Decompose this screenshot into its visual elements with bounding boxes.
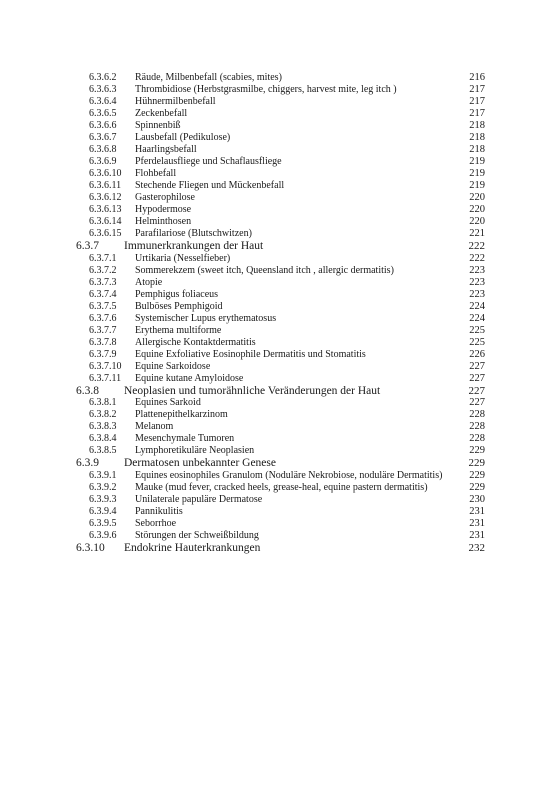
toc-entry: [0, 180, 560, 192]
toc-entry: [0, 228, 560, 240]
toc-entry-title: Urtikaria (Nesselfieber): [135, 252, 231, 264]
toc-entry-title: Lymphoretikuläre Neoplasien: [135, 445, 255, 457]
toc-entry-page: 221: [469, 228, 485, 239]
toc-entry-number: 6.3.7.9: [89, 348, 117, 360]
toc-entry-page: 225: [469, 336, 485, 348]
table-of-contents: [0, 72, 560, 554]
toc-entry-title: Lausbefall (Pedikulose): [135, 132, 231, 143]
toc-entry-page: 216: [469, 72, 485, 83]
toc-entry-page: 223: [469, 264, 485, 276]
toc-entry: [0, 277, 560, 289]
toc-entry-page: 231: [469, 517, 485, 529]
toc-entry: [0, 192, 560, 204]
toc-entry-title: Neoplasien und tumorähnliche Veränderungen der Haut: [124, 384, 381, 397]
toc-entry: [0, 385, 560, 398]
toc-entry-page: 229: [469, 481, 485, 493]
toc-entry-number: 6.3.6.13: [89, 204, 122, 215]
toc-entry-page: 227: [469, 397, 485, 409]
toc-entry-page: 224: [469, 300, 485, 312]
toc-entry-number: 6.3.6.6: [89, 120, 117, 131]
toc-entry-page: 228: [469, 433, 485, 445]
toc-entry-title: Zeckenbefall: [135, 108, 188, 119]
toc-entry-number: 6.3.6.3: [89, 84, 117, 95]
toc-entry-number: 6.3.9.4: [89, 505, 117, 517]
toc-entry-page: 228: [469, 421, 485, 433]
toc-entry-title: Endokrine Hauterkrankungen: [124, 541, 261, 554]
toc-entry-number: 6.3.9.1: [89, 469, 117, 481]
toc-entry: [0, 240, 560, 253]
toc-entry-page: 231: [469, 529, 485, 541]
toc-entry-page: 220: [469, 204, 485, 215]
toc-entry-title: Flohbefall: [135, 168, 177, 179]
toc-entry-number: 6.3.6.12: [89, 192, 122, 203]
toc-entry-title: Räude, Milbenbefall (scabies, mites): [135, 72, 282, 83]
toc-entry-number: 6.3.9.6: [89, 529, 117, 541]
toc-entry-title: Equine kutane Amyloidose: [135, 372, 244, 384]
toc-entry-number: 6.3.7.6: [89, 312, 117, 324]
toc-entry: [0, 421, 560, 433]
toc-entry-page: 217: [469, 96, 485, 107]
toc-entry-page: 229: [469, 445, 485, 457]
toc-entry-number: 6.3.8.5: [89, 445, 117, 457]
toc-entry-title: Hühnermilbenbefall: [135, 96, 216, 107]
toc-entry-number: 6.3.7.3: [89, 276, 117, 288]
toc-entry-page: 224: [469, 312, 485, 324]
toc-entry-title: Plattenepithelkarzinom: [135, 409, 228, 421]
toc-entry-title: Bulböses Pemphigoid: [135, 300, 223, 312]
toc-entry-number: 6.3.7.11: [89, 372, 122, 384]
toc-entry-page: 232: [468, 541, 485, 554]
toc-entry-title: Immunerkrankungen der Haut: [124, 240, 264, 252]
toc-entry: [0, 325, 560, 337]
toc-entry: [0, 397, 560, 409]
toc-entry-title: Erythema multiforme: [135, 324, 222, 336]
toc-entry: [0, 506, 560, 518]
toc-entry-number: 6.3.7.1: [89, 252, 117, 264]
toc-entry-number: 6.3.8: [76, 384, 99, 397]
toc-entry-title: Allergische Kontaktdermatitis: [135, 336, 256, 348]
toc-entry-title: Pannikulitis: [135, 505, 183, 517]
toc-entry-page: 220: [469, 216, 485, 227]
toc-entry-number: 6.3.7.10: [89, 360, 122, 372]
toc-entry: [0, 108, 560, 120]
toc-entry-page: 220: [469, 192, 485, 203]
toc-entry-title: Systemischer Lupus erythematosus: [135, 312, 277, 324]
toc-entry-number: 6.3.7.2: [89, 264, 117, 276]
toc-entry-title: Equine Sarkoidose: [135, 360, 211, 372]
toc-entry: [0, 337, 560, 349]
toc-entry-title: Haarlingsbefall: [135, 144, 197, 155]
toc-entry-title: Sommerekzem (sweet itch, Queensland itch , allergic dermatitis): [135, 264, 394, 276]
toc-entry-page: 218: [469, 120, 485, 131]
toc-entry: [0, 349, 560, 361]
toc-entry-page: 217: [469, 84, 485, 95]
toc-entry-number: 6.3.6.15: [89, 228, 122, 239]
toc-entry-page: 222: [469, 252, 485, 264]
toc-entry: [0, 433, 560, 445]
toc-entry-title: Störungen der Schweißbildung: [135, 529, 259, 541]
toc-entry-number: 6.3.8.4: [89, 433, 117, 445]
toc-entry-number: 6.3.6.14: [89, 216, 122, 227]
toc-entry-title: Pemphigus foliaceus: [135, 288, 219, 300]
toc-entry-title: Dermatosen unbekannter Genese: [124, 457, 276, 470]
toc-entry-number: 6.3.7.7: [89, 324, 117, 336]
toc-entry-title: Atopie: [135, 276, 163, 288]
toc-entry: [0, 289, 560, 301]
toc-entry: [0, 373, 560, 385]
toc-entry: [0, 216, 560, 228]
toc-entry-title: Equines Sarkoid: [135, 397, 201, 409]
toc-entry-page: 228: [469, 409, 485, 421]
toc-entry-number: 6.3.6.5: [89, 108, 117, 119]
toc-entry-page: 227: [469, 360, 485, 372]
toc-entry-number: 6.3.9.2: [89, 481, 117, 493]
toc-entry-page: 219: [469, 156, 485, 167]
toc-entry-page: 219: [469, 168, 485, 179]
toc-entry-title: Unilaterale papuläre Dermatose: [135, 493, 263, 505]
toc-entry: [0, 301, 560, 313]
toc-entry-number: 6.3.6.11: [89, 180, 122, 191]
toc-entry-number: 6.3.6.2: [89, 72, 117, 83]
toc-entry-page: 231: [469, 505, 485, 517]
toc-entry-title: Seborrhoe: [135, 517, 177, 529]
toc-entry-number: 6.3.8.2: [89, 409, 117, 421]
toc-entry-number: 6.3.9.5: [89, 517, 117, 529]
toc-entry: [0, 84, 560, 96]
toc-entry-title: Hypodermose: [135, 204, 192, 215]
toc-entry-page: 226: [469, 348, 485, 360]
toc-entry-title: Thrombidiose (Herbstgrasmilbe, chiggers, harvest mite, leg itch ): [135, 84, 397, 95]
toc-entry-title: Parafilariose (Blutschwitzen): [135, 228, 252, 239]
toc-entry-page: 227: [468, 384, 485, 397]
toc-entry: [0, 542, 560, 555]
toc-entry-page: 218: [469, 132, 485, 143]
toc-entry-title: Spinnenbiß: [135, 120, 181, 131]
toc-entry: [0, 470, 560, 482]
toc-entry-page: 222: [468, 240, 485, 252]
toc-entry-number: 6.3.6.4: [89, 96, 117, 107]
toc-entry-title: Melanom: [135, 421, 174, 433]
toc-entry-title: Pferdelausfliege und Schaflausfliege: [135, 156, 282, 167]
toc-entry: [0, 445, 560, 457]
toc-entry-title: Equine Exfoliative Eosinophile Dermatitis und Stomatitis: [135, 348, 366, 360]
toc-entry-page: 217: [469, 108, 485, 119]
toc-entry-number: 6.3.6.7: [89, 132, 117, 143]
toc-entry: [0, 156, 560, 168]
toc-entry-number: 6.3.8.1: [89, 397, 117, 409]
toc-entry-number: 6.3.7.8: [89, 336, 117, 348]
toc-entry: [0, 168, 560, 180]
toc-entry-title: Helminthosen: [135, 216, 192, 227]
toc-entry: [0, 494, 560, 506]
toc-entry-page: 229: [469, 469, 485, 481]
toc-entry-number: 6.3.9: [76, 457, 99, 470]
toc-entry-number: 6.3.6.8: [89, 144, 117, 155]
toc-entry-number: 6.3.10: [76, 541, 105, 554]
toc-entry-number: 6.3.9.3: [89, 493, 117, 505]
toc-entry-title: Mesenchymale Tumoren: [135, 433, 235, 445]
toc-entry-page: 218: [469, 144, 485, 155]
toc-entry: [0, 253, 560, 265]
toc-entry: [0, 409, 560, 421]
toc-entry: [0, 96, 560, 108]
toc-entry-page: 223: [469, 288, 485, 300]
toc-entry-title: Stechende Fliegen und Mückenbefall: [135, 180, 285, 191]
toc-entry-page: 227: [469, 372, 485, 384]
toc-entry-page: 219: [469, 180, 485, 191]
toc-entry: [0, 204, 560, 216]
toc-entry: [0, 518, 560, 530]
toc-entry-page: 230: [469, 493, 485, 505]
toc-entry: [0, 265, 560, 277]
toc-entry: [0, 482, 560, 494]
toc-entry: [0, 72, 560, 84]
toc-entry: [0, 144, 560, 156]
toc-entry-number: 6.3.6.9: [89, 156, 117, 167]
toc-entry-number: 6.3.7.4: [89, 288, 117, 300]
toc-entry-title: Gasterophilose: [135, 192, 195, 203]
toc-entry: [0, 313, 560, 325]
toc-entry-number: 6.3.7: [76, 240, 99, 252]
toc-entry-page: 223: [469, 276, 485, 288]
toc-entry: [0, 120, 560, 132]
toc-entry: [0, 132, 560, 144]
toc-entry: [0, 361, 560, 373]
toc-entry-number: 6.3.6.10: [89, 168, 122, 179]
toc-entry-page: 229: [468, 457, 485, 470]
toc-entry: [0, 457, 560, 470]
toc-entry-number: 6.3.7.5: [89, 300, 117, 312]
toc-entry-title: Mauke (mud fever, cracked heels, grease-heal, equine pastern dermatitis): [135, 481, 428, 493]
toc-entry-page: 225: [469, 324, 485, 336]
toc-entry-title: Equines eosinophiles Granulom (Noduläre Nekrobiose, noduläre Dermatitis): [135, 469, 443, 481]
toc-entry-number: 6.3.8.3: [89, 421, 117, 433]
toc-entry: [0, 530, 560, 542]
